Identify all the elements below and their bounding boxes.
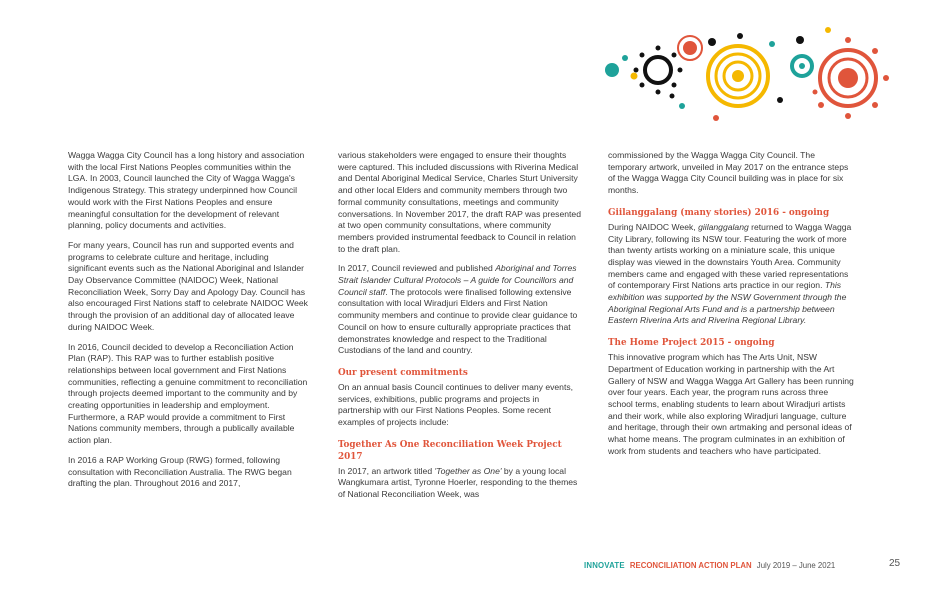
column-3: [608, 150, 854, 465]
paragraph: commissioned by the Wagga Wagga City Council. The temporary artwork, unveiled in May 2017 on the entrance steps of the Wagga Wagga City Council building was in place for six months.: [608, 150, 849, 196]
text-run: . The protocols were finalised following extensive consultation with local Wiradjuri Elders and First Nation community members and continue to provide clear guidance to Council on how to ensure culturally appropriate practices that demonstrates knowledge and respect to the Traditional Custodians of the land and country.: [338, 286, 578, 356]
small-dot: [769, 41, 775, 47]
yellow-ring-circle: [708, 46, 768, 106]
page-number: 25: [889, 558, 901, 569]
paragraph: This innovative program which has The Arts Unit, NSW Department of Education working in partnership with the Art Gallery of NSW and Wagga Wagga Art Gallery has been running over four years. Each year, the program runs across three school terms, enabling students to learn about Wiradjuri artists and their work, while also exploring Wiradjuri language, culture and heritage, through their own artmaking and personal ideas of what home means. The program culminates in an exhibition of work from students and teachers who have participated.: [608, 352, 854, 456]
black-ring-circle: [634, 46, 683, 95]
red-ring-circle: [818, 37, 889, 119]
column-2: [338, 150, 584, 509]
dot-artwork-decoration: [600, 18, 890, 138]
text-run: During NAIDOC Week,: [608, 221, 699, 232]
paragraph: [608, 222, 854, 327]
funding-note: This exhibition was supported by the NSW Government through the Aboriginal Regional Arts Fund and is a partnership between Eastern Riverina Arts and Riverina Regional Library.: [608, 280, 847, 326]
teal-dot-circle: [605, 55, 638, 80]
section-heading: Our present commitments: [338, 367, 468, 378]
paragraph: Wagga Wagga City Council has a long history and association with the local First Nations Peoples communities within the LGA. In 2003, Council launched the City of Wagga Wagga's Indigenous Strategy. This strategy underpinned how Council would work with the First Nations Peoples and ensure meaningful consultation for the development of relevant planning, policy documents and activities.: [68, 150, 305, 231]
artwork-title: 'Together as One': [434, 465, 502, 476]
paragraph: In 2016 a RAP Working Group (RWG) formed, following consultation with Reconciliation Australia. The RWG began drafting the plan. Throughout 2016 and 2017,: [68, 454, 292, 489]
paragraph: In 2016, Council decided to develop a Reconciliation Action Plan (RAP). This RAP was to further establish positive relationships between local government and First Nations communities, reflecting a genuine commitment to reconciliation through projects deemed important to the community and by creating opportunities in leadership and employment. Furthermore, a RAP would provide a commitment to First Nations community members, through a publically available action plan.: [68, 341, 308, 446]
small-dot: [737, 33, 743, 39]
small-dot: [713, 115, 719, 121]
small-dot: [708, 38, 716, 46]
footer-rap-label: RECONCILIATION ACTION PLAN: [629, 561, 752, 570]
footer-dates: July 2019 – June 2021: [756, 561, 836, 570]
text-run: returned to Wagga Wagga City Library, following its NSW tour. Featuring the work of more than twenty artists working on a miniature scale, this unique display was viewed in the downstairs Youth Area. Community members came and engaged with these varied representations of contemporary First Nations arts practice in our region.: [608, 221, 852, 291]
small-dot: [670, 94, 675, 99]
small-dot: [777, 97, 783, 103]
small-dot: [679, 103, 685, 109]
orange-sun-circle: [678, 36, 702, 60]
protocols-title: Aboriginal and Torres Strait Islander Cultural Protocols – A guide for Councillors and Council staff: [338, 263, 577, 297]
small-dot: [813, 90, 818, 95]
page-footer: [584, 561, 835, 570]
exhibition-name: giilanggalang: [698, 221, 749, 232]
section-heading: Together As One Reconciliation Week Project 2017: [338, 439, 562, 462]
column-1: [68, 150, 308, 498]
paragraph: [338, 263, 584, 357]
text-run: In 2017, Council reviewed and published: [338, 263, 496, 274]
paragraph: On an annual basis Council continues to deliver many events, services, exhibitions, public programs and projects in partnership with our First Nations Peoples. Some recent examples of projects include:: [338, 381, 574, 428]
small-dot: [796, 36, 804, 44]
paragraph: various stakeholders were engaged to ensure their thoughts were captured. This included discussions with Riverina Medical and Dental Aboriginal Medical Service, Charles Sturt University and other local Elders and community members through two formal community consultations, meetings and community conversations. In November 2017, the draft RAP was presented at two open community consultations, where community members provided instrumental feedback to Council in relation to the draft plan.: [338, 150, 581, 254]
section-heading: Giilanggalang (many stories) 2016 - ongoing: [608, 207, 830, 218]
footer-innovate-label: INNOVATE: [584, 561, 625, 570]
text-run: In 2017, an artwork titled: [338, 465, 435, 476]
paragraph: [338, 466, 584, 501]
teal-ring-circle: [792, 56, 812, 76]
paragraph: For many years, Council has run and supported events and programs to celebrate culture and heritage, including significant events such as the National Aboriginal and Islander Day Observance Committee (NAIDOC) Week, National Reconciliation Week, Sorry Day and Apology Day. Council has also encouraged First Nations staff to celebrate NAIDOC Week through the provision of an additional day of allocated leave during NAIDOC Week.: [68, 239, 308, 332]
section-heading: The Home Project 2015 - ongoing: [608, 338, 775, 349]
text-run: by a young local Wangkumara artist, Tyronne Hoerler, responding to the themes of National Reconciliation Week, was: [338, 465, 578, 500]
small-dot: [825, 27, 831, 33]
